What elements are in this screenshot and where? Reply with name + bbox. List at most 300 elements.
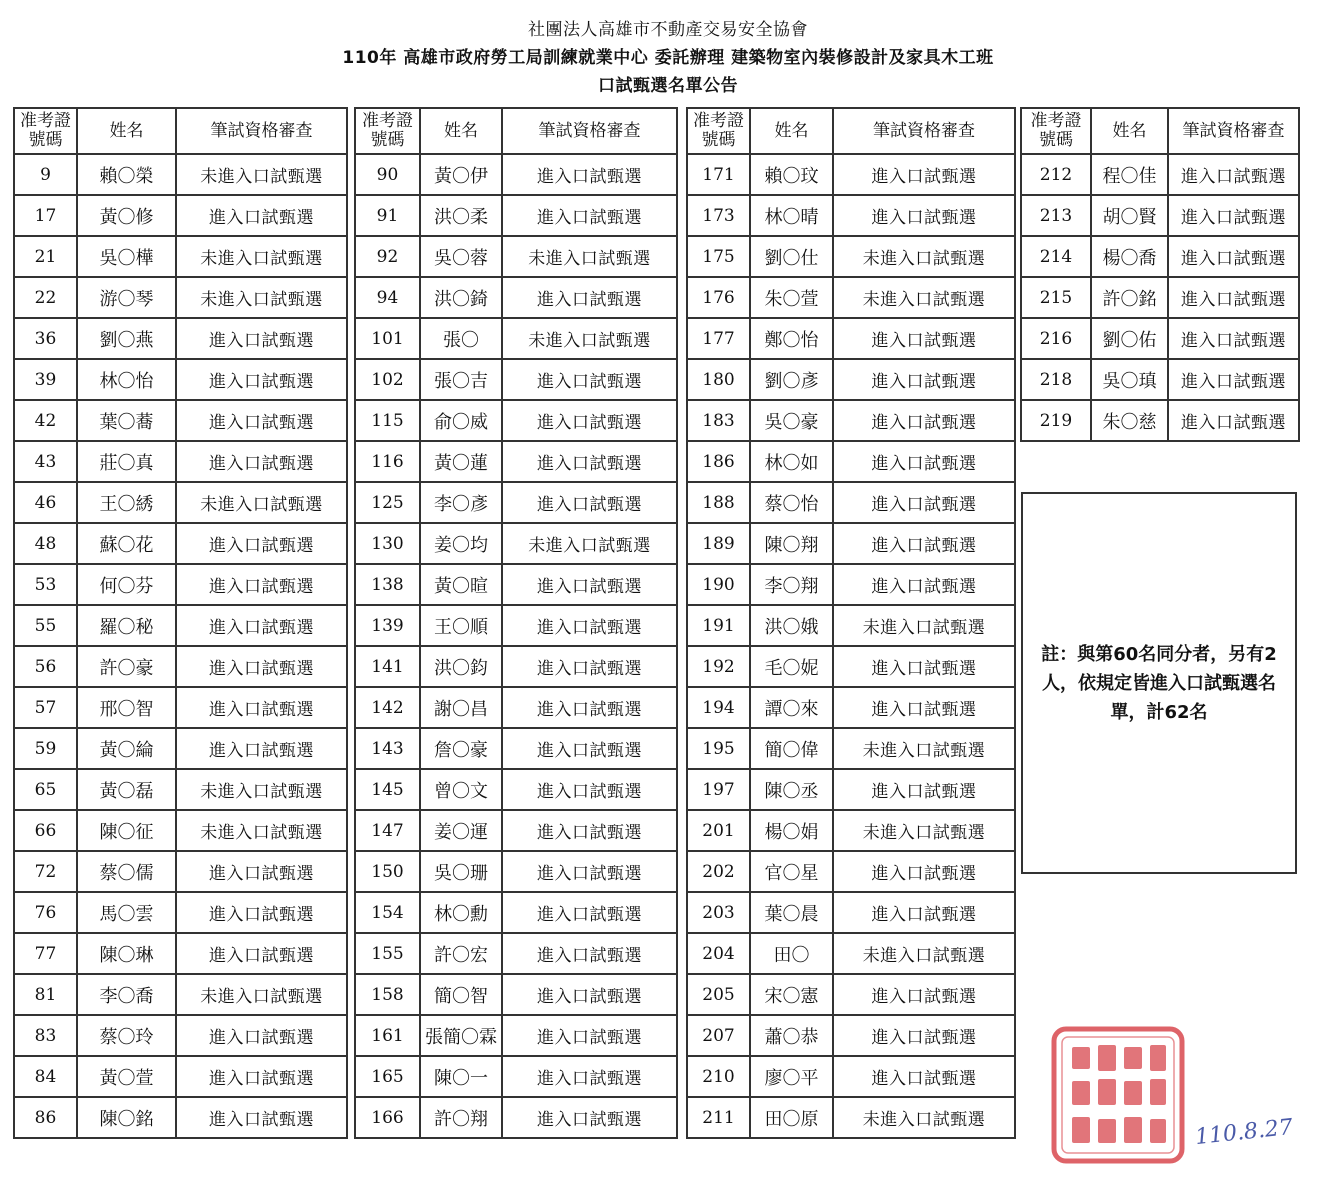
exam-number-cell: 219 [1021,400,1091,441]
exam-number-cell: 183 [687,400,750,441]
candidate-name-cell: 簡〇偉 [750,728,833,769]
exam-number-cell: 22 [14,277,77,318]
candidate-name-cell: 黃〇暄 [420,564,502,605]
table-header-row [14,108,347,154]
table-row [687,1097,1015,1138]
result-cell: 進入口試甄選 [1168,154,1299,195]
candidate-name-cell: 謝〇昌 [420,687,502,728]
exam-number-cell: 195 [687,728,750,769]
candidate-name-cell: 邢〇智 [77,687,176,728]
exam-number-cell: 165 [355,1056,420,1097]
exam-number-cell: 147 [355,810,420,851]
result-cell: 進入口試甄選 [502,400,677,441]
result-cell: 未進入口試甄選 [176,810,347,851]
candidate-name-cell: 羅〇秘 [77,605,176,646]
exam-number-cell: 207 [687,1015,750,1056]
table-row [14,441,347,482]
exam-number-cell: 90 [355,154,420,195]
table-row [355,277,677,318]
result-cell: 進入口試甄選 [502,359,677,400]
candidate-name-cell: 洪〇娥 [750,605,833,646]
exam-number-cell: 76 [14,892,77,933]
table-row [687,974,1015,1015]
table-row [687,605,1015,646]
exam-number-cell: 39 [14,359,77,400]
column-header-id: 准考證 號碼 [355,108,420,154]
result-cell: 進入口試甄選 [833,195,1015,236]
table-row [14,318,347,359]
candidate-name-cell: 游〇琴 [77,277,176,318]
result-cell: 進入口試甄選 [1168,318,1299,359]
candidate-name-cell: 楊〇娟 [750,810,833,851]
candidate-name-cell: 詹〇豪 [420,728,502,769]
table-row [355,523,677,564]
exam-number-cell: 188 [687,482,750,523]
column-header-name: 姓名 [420,108,502,154]
exam-number-cell: 175 [687,236,750,277]
table-row [355,441,677,482]
exam-number-cell: 197 [687,769,750,810]
result-cell: 進入口試甄選 [833,359,1015,400]
result-cell: 進入口試甄選 [833,646,1015,687]
candidate-name-cell: 林〇晴 [750,195,833,236]
result-cell: 進入口試甄選 [502,1056,677,1097]
exam-number-cell: 91 [355,195,420,236]
table-row [355,810,677,851]
exam-number-cell: 101 [355,318,420,359]
result-cell: 進入口試甄選 [176,1015,347,1056]
exam-number-cell: 81 [14,974,77,1015]
result-cell: 進入口試甄選 [176,933,347,974]
result-cell: 進入口試甄選 [502,892,677,933]
exam-number-cell: 66 [14,810,77,851]
table-row [355,892,677,933]
candidate-name-cell: 朱〇萱 [750,277,833,318]
exam-number-cell: 173 [687,195,750,236]
result-cell: 未進入口試甄選 [833,605,1015,646]
exam-number-cell: 83 [14,1015,77,1056]
exam-number-cell: 192 [687,646,750,687]
table-row [14,1056,347,1097]
table-row [14,605,347,646]
table-row [687,441,1015,482]
exam-number-cell: 161 [355,1015,420,1056]
table-row [14,810,347,851]
candidate-name-cell: 許〇銘 [1091,277,1168,318]
note-box [1021,492,1297,874]
exam-number-cell: 72 [14,851,77,892]
candidate-name-cell: 宋〇憲 [750,974,833,1015]
candidate-name-cell: 洪〇柔 [420,195,502,236]
candidate-name-cell: 程〇佳 [1091,154,1168,195]
table-row [687,523,1015,564]
result-cell: 進入口試甄選 [833,687,1015,728]
document-header [0,16,1336,100]
exam-number-cell: 216 [1021,318,1091,359]
result-cell: 進入口試甄選 [502,728,677,769]
exam-number-cell: 202 [687,851,750,892]
result-cell: 進入口試甄選 [502,605,677,646]
candidate-name-cell: 林〇勳 [420,892,502,933]
note-text: 註：與第60名同分者，另有2人，依規定皆進入口試甄選名單，計62名 [1041,643,1277,723]
exam-number-cell: 86 [14,1097,77,1138]
table-row [1021,236,1299,277]
table-row [1021,318,1299,359]
table-row [687,687,1015,728]
table-row [355,236,677,277]
candidate-name-cell: 劉〇燕 [77,318,176,359]
candidate-name-cell: 馬〇雲 [77,892,176,933]
candidate-name-cell: 劉〇佑 [1091,318,1168,359]
exam-number-cell: 203 [687,892,750,933]
exam-number-cell: 213 [1021,195,1091,236]
result-cell: 進入口試甄選 [502,1015,677,1056]
result-cell: 進入口試甄選 [176,318,347,359]
candidate-name-cell: 吳〇豪 [750,400,833,441]
exam-number-cell: 190 [687,564,750,605]
exam-number-cell: 59 [14,728,77,769]
candidate-name-cell: 陳〇翔 [750,523,833,564]
candidate-name-cell: 俞〇威 [420,400,502,441]
result-cell: 進入口試甄選 [833,441,1015,482]
candidate-name-cell: 吳〇蓉 [420,236,502,277]
table-row [355,1056,677,1097]
table-row [687,1015,1015,1056]
roster-table-3 [686,107,1016,1139]
exam-number-cell: 102 [355,359,420,400]
column-header-name: 姓名 [1091,108,1168,154]
result-cell: 進入口試甄選 [833,564,1015,605]
candidate-name-cell: 蕭〇恭 [750,1015,833,1056]
exam-number-cell: 176 [687,277,750,318]
candidate-name-cell: 田〇 [750,933,833,974]
table-header-row [355,108,677,154]
exam-number-cell: 138 [355,564,420,605]
candidate-name-cell: 吳〇珊 [420,851,502,892]
exam-number-cell: 215 [1021,277,1091,318]
table-row [355,974,677,1015]
exam-number-cell: 142 [355,687,420,728]
result-cell: 進入口試甄選 [502,154,677,195]
table-row [14,892,347,933]
exam-number-cell: 116 [355,441,420,482]
table-row [355,154,677,195]
candidate-name-cell: 姜〇均 [420,523,502,564]
table-row [687,236,1015,277]
table-row [355,195,677,236]
result-cell: 進入口試甄選 [833,974,1015,1015]
candidate-name-cell: 何〇芬 [77,564,176,605]
table-row [1021,400,1299,441]
table-row [14,1097,347,1138]
exam-number-cell: 36 [14,318,77,359]
result-cell: 進入口試甄選 [176,892,347,933]
result-cell: 未進入口試甄選 [833,236,1015,277]
exam-number-cell: 56 [14,646,77,687]
program-title: 110年 高雄市政府勞工局訓練就業中心 委託辦理 建築物室內裝修設計及家具木工班 [342,48,994,68]
exam-number-cell: 46 [14,482,77,523]
exam-number-cell: 210 [687,1056,750,1097]
result-cell: 進入口試甄選 [502,195,677,236]
result-cell: 進入口試甄選 [176,564,347,605]
table-row [355,564,677,605]
exam-number-cell: 212 [1021,154,1091,195]
result-cell: 進入口試甄選 [833,769,1015,810]
organization-seal-stamp [1050,1025,1186,1165]
candidate-name-cell: 許〇宏 [420,933,502,974]
exam-number-cell: 77 [14,933,77,974]
table-row [1021,359,1299,400]
table-row [355,482,677,523]
result-cell: 進入口試甄選 [176,400,347,441]
column-header-id: 准考證 號碼 [687,108,750,154]
table-row [14,851,347,892]
exam-number-cell: 150 [355,851,420,892]
exam-number-cell: 218 [1021,359,1091,400]
table-row [355,359,677,400]
exam-number-cell: 65 [14,769,77,810]
table-row [1021,277,1299,318]
roster-table-4 [1020,107,1300,442]
candidate-name-cell: 劉〇仕 [750,236,833,277]
table-row [14,195,347,236]
exam-number-cell: 115 [355,400,420,441]
candidate-name-cell: 譚〇來 [750,687,833,728]
table-row [14,728,347,769]
table-row [355,769,677,810]
exam-number-cell: 154 [355,892,420,933]
table-row [14,1015,347,1056]
candidate-name-cell: 曾〇文 [420,769,502,810]
candidate-name-cell: 王〇綉 [77,482,176,523]
table-row [687,359,1015,400]
result-cell: 未進入口試甄選 [176,769,347,810]
column-header-name: 姓名 [77,108,176,154]
exam-number-cell: 125 [355,482,420,523]
table-row [14,236,347,277]
result-cell: 未進入口試甄選 [502,236,677,277]
table-row [687,1056,1015,1097]
exam-number-cell: 145 [355,769,420,810]
result-cell: 進入口試甄選 [833,523,1015,564]
result-cell: 進入口試甄選 [176,359,347,400]
result-cell: 進入口試甄選 [1168,195,1299,236]
exam-number-cell: 191 [687,605,750,646]
announcement-title: 口試甄選名單公告 [598,76,738,96]
exam-number-cell: 205 [687,974,750,1015]
table-row [355,605,677,646]
table-row [14,482,347,523]
result-cell: 進入口試甄選 [176,523,347,564]
candidate-name-cell: 張〇吉 [420,359,502,400]
candidate-name-cell: 張簡〇霖 [420,1015,502,1056]
result-cell: 進入口試甄選 [502,564,677,605]
result-cell: 進入口試甄選 [833,892,1015,933]
candidate-name-cell: 李〇喬 [77,974,176,1015]
exam-number-cell: 84 [14,1056,77,1097]
result-cell: 進入口試甄選 [176,851,347,892]
exam-number-cell: 42 [14,400,77,441]
exam-number-cell: 130 [355,523,420,564]
result-cell: 未進入口試甄選 [502,523,677,564]
result-cell: 未進入口試甄選 [833,728,1015,769]
table-row [14,564,347,605]
table-row [355,1097,677,1138]
result-cell: 進入口試甄選 [176,605,347,646]
candidate-name-cell: 洪〇鈞 [420,646,502,687]
column-header-id: 准考證 號碼 [1021,108,1091,154]
table-row [355,687,677,728]
exam-number-cell: 55 [14,605,77,646]
exam-number-cell: 177 [687,318,750,359]
exam-number-cell: 201 [687,810,750,851]
table-row [687,646,1015,687]
candidate-name-cell: 葉〇晨 [750,892,833,933]
candidate-name-cell: 賴〇玟 [750,154,833,195]
result-cell: 未進入口試甄選 [176,974,347,1015]
result-cell: 進入口試甄選 [502,933,677,974]
handwritten-date: 110.8.27 [1193,1114,1295,1151]
result-cell: 進入口試甄選 [502,851,677,892]
column-header-name: 姓名 [750,108,833,154]
candidate-name-cell: 許〇豪 [77,646,176,687]
result-cell: 進入口試甄選 [502,277,677,318]
table-row [687,277,1015,318]
result-cell: 未進入口試甄選 [502,318,677,359]
result-cell: 進入口試甄選 [1168,277,1299,318]
table-row [14,933,347,974]
candidate-name-cell: 黃〇萱 [77,1056,176,1097]
table-row [687,892,1015,933]
table-row [355,728,677,769]
column-header-result: 筆試資格審查 [502,108,677,154]
table-row [355,933,677,974]
candidate-name-cell: 林〇如 [750,441,833,482]
exam-number-cell: 17 [14,195,77,236]
exam-number-cell: 92 [355,236,420,277]
candidate-name-cell: 陳〇一 [420,1056,502,1097]
table-row [14,400,347,441]
column-header-id: 准考證 號碼 [14,108,77,154]
table-row [687,933,1015,974]
result-cell: 進入口試甄選 [833,1056,1015,1097]
candidate-name-cell: 黃〇修 [77,195,176,236]
table-row [355,646,677,687]
table-row [14,359,347,400]
candidate-name-cell: 許〇翔 [420,1097,502,1138]
result-cell: 進入口試甄選 [502,769,677,810]
result-cell: 進入口試甄選 [176,687,347,728]
table-row [687,810,1015,851]
column-header-result: 筆試資格審查 [176,108,347,154]
exam-number-cell: 194 [687,687,750,728]
candidate-name-cell: 林〇怡 [77,359,176,400]
result-cell: 進入口試甄選 [1168,236,1299,277]
candidate-name-cell: 朱〇慈 [1091,400,1168,441]
exam-number-cell: 94 [355,277,420,318]
table-row [14,523,347,564]
candidate-name-cell: 賴〇榮 [77,154,176,195]
candidate-name-cell: 陳〇琳 [77,933,176,974]
table-row [687,154,1015,195]
exam-number-cell: 155 [355,933,420,974]
table-row [687,482,1015,523]
candidate-name-cell: 黃〇磊 [77,769,176,810]
table-row [14,277,347,318]
table-row [14,646,347,687]
candidate-name-cell: 劉〇彥 [750,359,833,400]
organization-title: 社團法人高雄市不動產交易安全協會 [528,20,808,40]
table-row [687,728,1015,769]
column-header-result: 筆試資格審查 [1168,108,1299,154]
result-cell: 未進入口試甄選 [833,277,1015,318]
result-cell: 未進入口試甄選 [833,810,1015,851]
table-row [14,154,347,195]
result-cell: 未進入口試甄選 [833,933,1015,974]
exam-number-cell: 171 [687,154,750,195]
exam-number-cell: 48 [14,523,77,564]
exam-number-cell: 166 [355,1097,420,1138]
result-cell: 進入口試甄選 [833,154,1015,195]
candidate-name-cell: 楊〇喬 [1091,236,1168,277]
result-cell: 未進入口試甄選 [833,1097,1015,1138]
table-header-row [1021,108,1299,154]
result-cell: 進入口試甄選 [833,1015,1015,1056]
result-cell: 進入口試甄選 [502,482,677,523]
table-row [1021,195,1299,236]
exam-number-cell: 180 [687,359,750,400]
candidate-name-cell: 蔡〇儒 [77,851,176,892]
candidate-name-cell: 鄭〇怡 [750,318,833,359]
candidate-name-cell: 陳〇征 [77,810,176,851]
candidate-name-cell: 胡〇賢 [1091,195,1168,236]
result-cell: 進入口試甄選 [502,441,677,482]
candidate-name-cell: 廖〇平 [750,1056,833,1097]
candidate-name-cell: 李〇彥 [420,482,502,523]
result-cell: 進入口試甄選 [176,441,347,482]
exam-number-cell: 21 [14,236,77,277]
table-row [687,195,1015,236]
result-cell: 進入口試甄選 [833,482,1015,523]
candidate-name-cell: 洪〇錡 [420,277,502,318]
table-row [14,769,347,810]
result-cell: 未進入口試甄選 [176,236,347,277]
exam-number-cell: 214 [1021,236,1091,277]
result-cell: 進入口試甄選 [833,318,1015,359]
candidate-name-cell: 黃〇蓮 [420,441,502,482]
table-row [355,318,677,359]
result-cell: 進入口試甄選 [1168,359,1299,400]
exam-number-cell: 158 [355,974,420,1015]
column-header-result: 筆試資格審查 [833,108,1015,154]
table-row [355,1015,677,1056]
result-cell: 進入口試甄選 [1168,400,1299,441]
result-cell: 進入口試甄選 [176,195,347,236]
exam-number-cell: 186 [687,441,750,482]
candidate-name-cell: 黃〇綸 [77,728,176,769]
candidate-name-cell: 黃〇伊 [420,154,502,195]
candidate-name-cell: 張〇 [420,318,502,359]
result-cell: 進入口試甄選 [176,728,347,769]
table-row [687,851,1015,892]
candidate-name-cell: 王〇順 [420,605,502,646]
table-row [687,564,1015,605]
candidate-name-cell: 莊〇真 [77,441,176,482]
candidate-name-cell: 蔡〇玲 [77,1015,176,1056]
result-cell: 進入口試甄選 [833,851,1015,892]
roster-table-1 [13,107,348,1139]
exam-number-cell: 143 [355,728,420,769]
